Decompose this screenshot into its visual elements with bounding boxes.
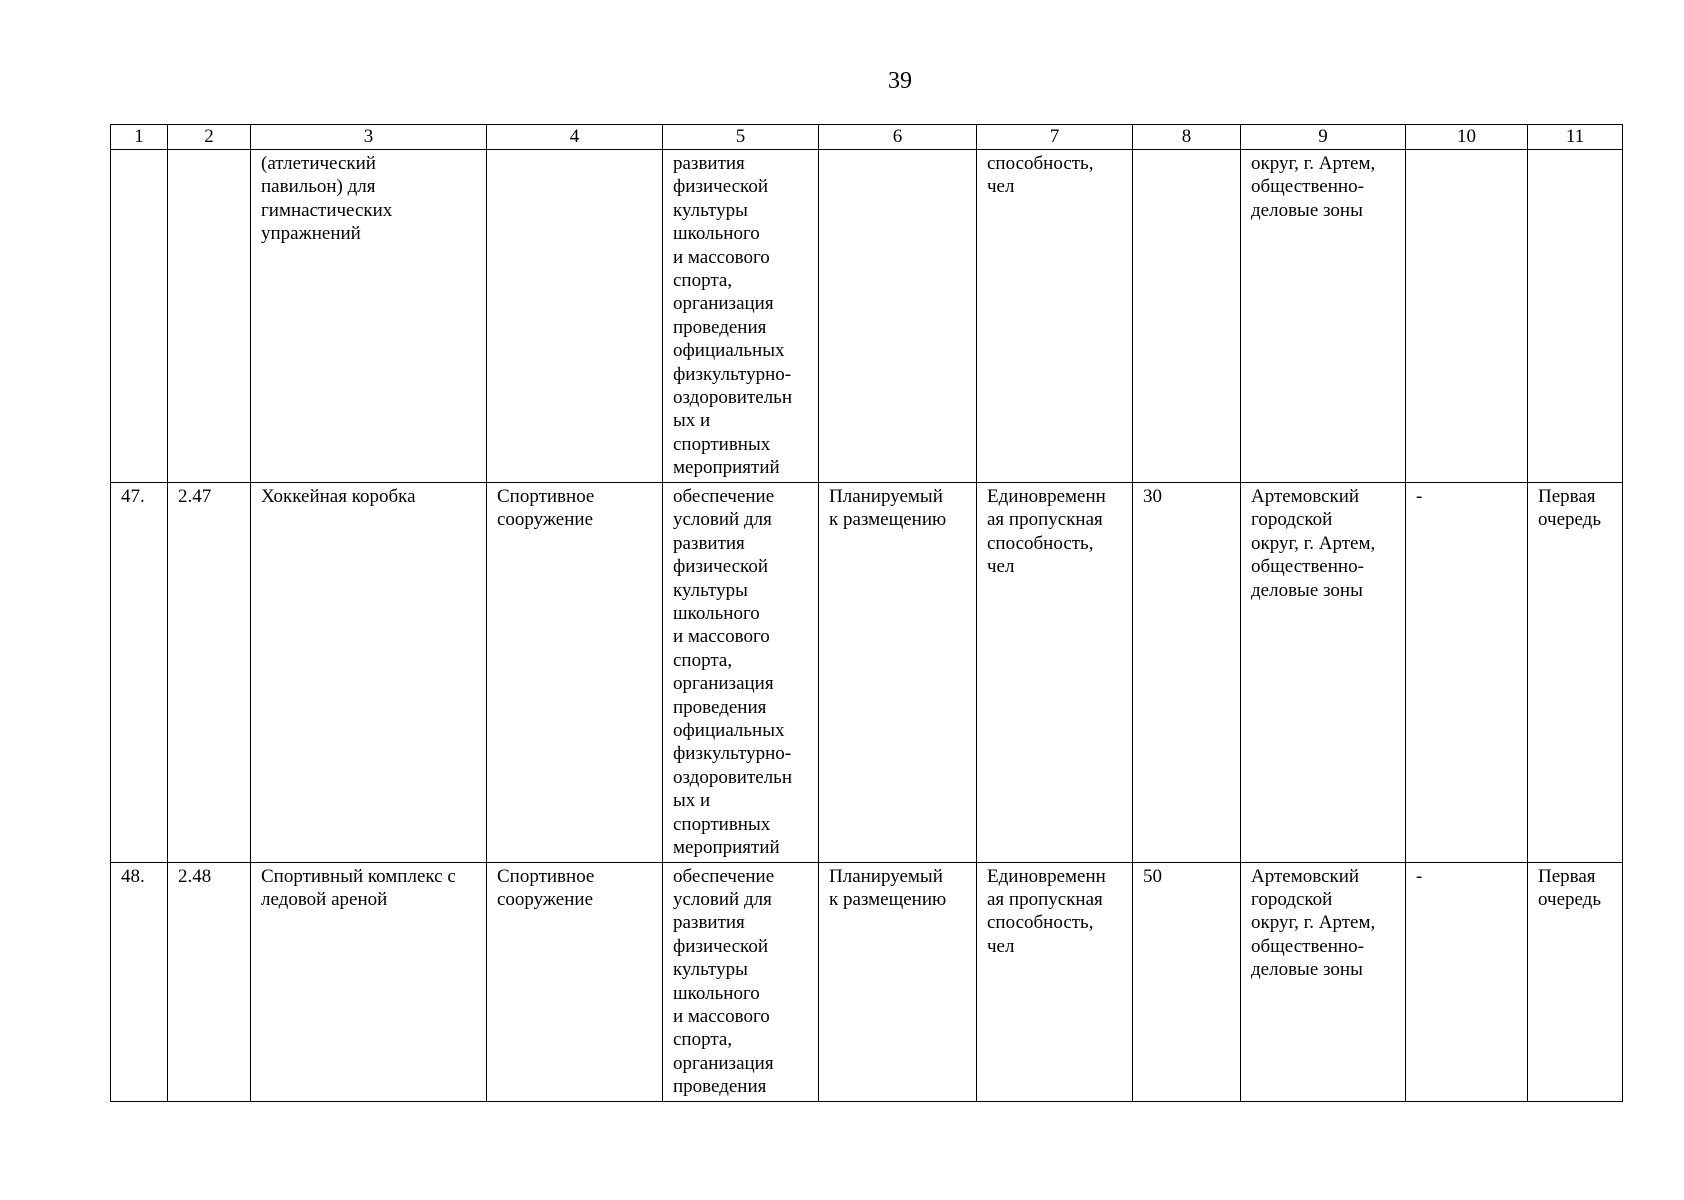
table-cell: Планируемый к размещению: [819, 862, 977, 1101]
page-number: 39: [888, 68, 912, 94]
table-row: [111, 483, 1623, 863]
table-cell: [819, 150, 977, 483]
table-cell: [1528, 150, 1623, 483]
column-header: 3: [251, 125, 487, 150]
table-cell: Единовременн ая пропускная способность, чел: [977, 862, 1133, 1101]
table-cell: Артемовский городской округ, г. Артем, общественно- деловые зоны: [1241, 862, 1406, 1101]
table-cell: -: [1406, 862, 1528, 1101]
table-cell: 47.: [111, 483, 168, 863]
table-cell: Планируемый к размещению: [819, 483, 977, 863]
table-cell: обеспечение условий для развития физической культуры школьного и массового спорта, организация проведения: [663, 862, 819, 1101]
document-table: [110, 124, 1623, 1102]
table-cell: 2.47: [168, 483, 251, 863]
table-row: [111, 862, 1623, 1101]
table-cell: [1133, 150, 1241, 483]
column-header: 6: [819, 125, 977, 150]
table-cell: Хоккейная коробка: [251, 483, 487, 863]
table-row: [111, 150, 1623, 483]
column-header: 4: [487, 125, 663, 150]
column-header: 11: [1528, 125, 1623, 150]
table-cell: 50: [1133, 862, 1241, 1101]
column-header: 5: [663, 125, 819, 150]
table-cell: Первая очередь: [1528, 483, 1623, 863]
table-cell: округ, г. Артем, общественно- деловые зоны: [1241, 150, 1406, 483]
column-header: 10: [1406, 125, 1528, 150]
table-cell: [487, 150, 663, 483]
table-cell: Спортивный комплекс с ледовой ареной: [251, 862, 487, 1101]
table-cell: развития физической культуры школьного и массового спорта, организация проведения официальных физкультурно- оздоровительн ых и спортивных мероприятий: [663, 150, 819, 483]
table-cell: (атлетический павильон) для гимнастических упражнений: [251, 150, 487, 483]
table-cell: [168, 150, 251, 483]
table-cell: 2.48: [168, 862, 251, 1101]
column-number-row: [111, 125, 1623, 150]
column-header: 8: [1133, 125, 1241, 150]
table-cell: Спортивное сооружение: [487, 862, 663, 1101]
table-cell: Единовременн ая пропускная способность, чел: [977, 483, 1133, 863]
column-header: 9: [1241, 125, 1406, 150]
table-cell: [1406, 150, 1528, 483]
table-cell: способность, чел: [977, 150, 1133, 483]
table-cell: обеспечение условий для развития физической культуры школьного и массового спорта, организация проведения официальных физкультурно- оздоровительн ых и спортивных мероприятий: [663, 483, 819, 863]
table-cell: -: [1406, 483, 1528, 863]
table-cell: 48.: [111, 862, 168, 1101]
table-cell: 30: [1133, 483, 1241, 863]
table-cell: Артемовский городской округ, г. Артем, общественно- деловые зоны: [1241, 483, 1406, 863]
column-header: 2: [168, 125, 251, 150]
table-cell: Первая очередь: [1528, 862, 1623, 1101]
table-cell: Спортивное сооружение: [487, 483, 663, 863]
table-cell: [111, 150, 168, 483]
column-header: 7: [977, 125, 1133, 150]
column-header: 1: [111, 125, 168, 150]
